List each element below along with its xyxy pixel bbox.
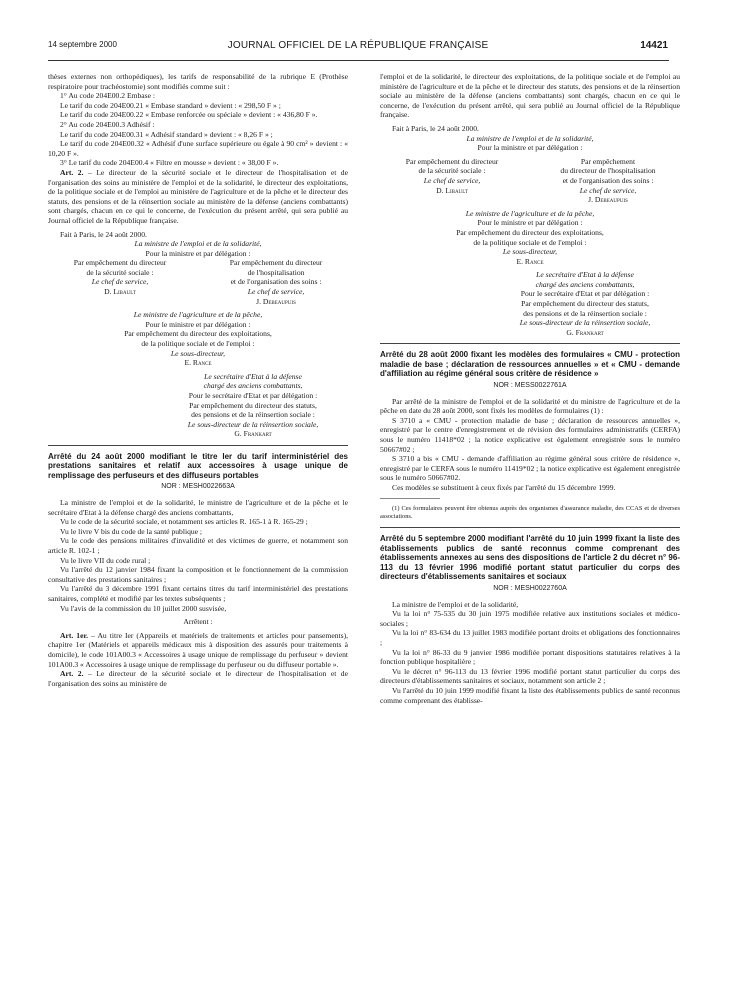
signature-line: et de l'organisation des soins : [562,175,654,185]
signature-line: Par empêchement [580,156,636,166]
paragraph: l'emploi et de la solidarité, le directeur des exploitations, de la politique sociale et de l'emploi au ministère de l'agriculture et de la pêche et le directeur des statuts, des pensions et de la réinsertion sociale au ministère de la défense (anciens combattants) sont chargés, chacun en ce qui le concerne, de l'exécution du présent arrêté, qui sera publié au Journal officiel de la République française. [380,72,680,120]
paragraph: Ces modèles se substituent à ceux fixés par l'arrêté du 15 décembre 1999. [392,482,616,492]
signature-place-date: Fait à Paris, le 24 août 2000. [60,229,147,239]
article-text: – Au titre Ier (Appareils et matériels de traitements et articles pour pansements), chapitre 1er (Matériels et appareils médicaux mis à disposition des assurés pour traitements à domicile), le code 101A00.3 « Accessoires à usage unique de remplissage du perfuseur » devient 101A00.3 « Accessoires à usage unique de remplissage du perfuseur ou du diffuseur portable ». [48,630,348,669]
section-divider [48,445,348,446]
article-paragraph [48,168,348,226]
paragraph: Le tarif du code 204E00.22 « Embase renforcée ou spéciale » devient : « 436,80 F ». [60,110,318,120]
signature-line: de l'hospitalisation [247,267,305,277]
paragraph: Vu l'arrêté du 10 juin 1999 modifié fixant la liste des établissements publics de santé reconnus comme comprenant des établisse- [380,685,680,705]
paragraph: Le tarif du code 204E00.32 « Adhésif d'une surface supérieure ou égale à 90 cm² » devient : « 10,20 F ». [48,139,348,158]
article-paragraph [48,669,348,688]
article-label: Art. 2. [60,167,84,177]
decree-headline: Arrêté du 28 août 2000 fixant les modèles des formulaires « CMU - protection maladie de base ; déclaration de ressources annuelles » et « CMU - demande d'affiliation au régime général sous critère de résidence » [380,350,680,379]
signature-line: Par empêchement du directeur des statuts, [521,299,649,309]
signatory-name: D. Libault [104,287,136,297]
minister-title: chargé des anciens combattants, [535,279,635,289]
signature-line: Par empêchement du directeur des statuts, [189,400,317,410]
delegation: Pour le secrétaire d'Etat et par délégation : [520,289,650,299]
nor-reference: NOR : MESS0022761A [493,381,567,389]
signature-line: des pensions et de la réinsertion sociale : [523,308,647,318]
signature-line: Par empêchement du directeur [405,156,499,166]
signature-line: Le sous-directeur, [170,348,226,358]
signatory-name: E. Rance [516,256,544,266]
footnote-rule [380,498,440,499]
paragraph: Par arrêté de la ministre de l'emploi et de la solidarité et du ministre de l'agriculture et de la pêche en date du 28 août 2000, sont fixés les modèles de formulaires (1) : [380,396,680,416]
paragraph: Vu le livre V bis du code de la santé publique ; [60,526,203,536]
signature-line: Par empêchement du directeur [229,258,323,268]
paragraph: thèses externes non orthopédiques), les tarifs de responsabilité de la rubrique E (Prothèse respiratoire pour trachéostomie) sont modifiés comme suit : [48,72,348,91]
paragraph: Vu la loi n° 75-535 du 30 juin 1975 modifiée relative aux institutions sociales et médico-sociales ; [380,609,680,628]
minister-title: Le secrétaire d'Etat à la défense [204,371,302,381]
signature-line: Par empêchement du directeur [73,258,167,268]
minister-title: Le ministre de l'agriculture et de la pêche, [465,208,595,218]
paragraph: S 3710 a « CMU - protection maladie de base ; déclaration de ressources annuelles », enregistré par le centre d'enregistrement et de révision des formulaires administratifs (CERFA) sous le numéro 11418*02 ; la notice explicative est également enregistrée sous le numéro 50667#02 ; [380,415,680,454]
signature-line: de la sécurité sociale : [86,267,154,277]
paragraph: Vu le décret n° 96-113 du 13 février 1996 modifié portant statut particulier du corps des directeurs d'établissements sanitaires et sociaux, notamment son article 2 ; [380,666,680,686]
signature-line: Le sous-directeur, [502,247,558,257]
signature-line: Le sous-directeur de la réinsertion sociale, [519,318,651,328]
signature-line: des pensions et de la réinsertion sociale : [191,410,315,420]
paragraph: Vu l'avis de la commission du 10 juillet 2000 susvisée, [60,603,227,613]
signatory-name: D. Libault [436,185,468,195]
delegation: Pour la ministre et par délégation : [477,143,583,153]
paragraph: Le tarif du code 204E00.21 « Embase standard » devient : « 298,50 F » ; [60,100,281,110]
paragraph: Vu l'arrêté du 3 décembre 1991 fixant certains titres du tarif interministériel des prestations sanitaires, complété et modifié par les textes subséquents ; [48,584,348,603]
signature-block [380,270,680,337]
signature-line: Le sous-directeur de la réinsertion sociale, [187,419,319,429]
delegation: Pour la ministre et par délégation : [145,248,251,258]
minister-title: chargé des anciens combattants, [203,381,303,391]
decree-headline: Arrêté du 5 septembre 2000 modifiant l'arrêté du 10 juin 1999 fixant la liste des établissements publics de santé reconnus comme comprenant des établissements annexes au sens des dispositions de l'article 2 du décret n° 96-113 du 13 février 1996 modifié portant statut particulier du corps des directeurs d'établissements sanitaires et sociaux [380,534,680,582]
signature-line: Le chef de service, [423,175,481,185]
signature-block [48,372,348,439]
article-paragraph [48,631,348,669]
delegation: Pour le ministre et par délégation : [477,218,583,228]
signatory-name: E. Rance [184,358,212,368]
signature-line: Par empêchement du directeur des exploitations, [124,329,272,339]
footnote: (1) Ces formulaires peuvent être obtenus auprès des organismes d'assurance maladie, des CCAS et de diverses associations. [380,505,680,521]
minister-title: La ministre de l'emploi et de la solidarité, [134,239,262,249]
minister-title: La ministre de l'emploi et de la solidarité, [466,133,594,143]
section-divider [380,527,680,528]
delegation: Pour le ministre et par délégation : [145,319,251,329]
paragraph: 1° Au code 204E00.2 Embase : [60,91,155,101]
header-page-number: 14421 [640,40,668,51]
signatory-name: J. Debeaupuis [588,195,628,205]
delegation: Pour le secrétaire d'Etat et par délégation : [188,391,318,400]
paragraph: Vu le livre VII du code rural ; [60,555,151,565]
header-journal-title: JOURNAL OFFICIEL DE LA RÉPUBLIQUE FRANÇAISE [227,40,489,51]
article-text: – Le directeur de la sécurité sociale et le directeur de l'hospitalisation et de l'organisation des soins au ministère de [48,669,348,688]
right-column [380,72,680,705]
nor-reference: NOR : MESH0022663A [161,483,235,491]
signature-place-date: Fait à Paris, le 24 août 2000. [392,123,479,133]
paragraph: Vu la loi n° 83-634 du 13 juillet 1983 modifiée portant droits et obligations des fonctionnaires ; [380,628,680,647]
article-text: – Le directeur de la sécurité sociale et le directeur de l'hospitalisation et de l'organisation des soins au ministère de l'emploi et de la solidarité, le directeur des exploitations, de la politique sociale et de l'emploi au ministère de l'agriculture et de la pêche et le directeur des statuts, des pensions et de la réinsertion sociale au ministère de la défense (anciens combattants) sont chargés, chacun en ce qui le concerne, de l'exécution du présent arrêté, qui sera publié au Journal officiel de la République française. [48,167,348,225]
nor-reference: NOR : MESH0022760A [493,584,567,592]
signature-line: Le chef de service, [247,287,305,297]
minister-title: Le secrétaire d'Etat à la défense [536,270,634,280]
left-column [48,72,348,688]
header-date: 14 septembre 2000 [48,40,117,49]
paragraph: La ministre de l'emploi et de la solidarité, le ministre de l'agriculture et de la pêche et le secrétaire d'Etat à la défense chargé des anciens combattants, [48,498,348,517]
signature-line: de la sécurité sociale : [418,166,486,176]
paragraph: S 3710 a bis « CMU - demande d'affiliation au régime général sous critère de résidence », enregistré par le CERFA sous le numéro 11419*02 ; la notice explicative est également enregistrée sous le numéro 50667#02. [380,454,680,483]
signature-block [48,258,348,306]
signatory-name: G. Frankart [566,327,604,337]
signatory-name: G. Frankart [234,429,272,439]
article-label: Art. 2. [60,669,84,679]
paragraph: Vu le code de la sécurité sociale, et notamment ses articles R. 165-1 à R. 165-29 ; [60,517,308,527]
paragraph: Le tarif du code 204E00.31 « Adhésif standard » devient : « 8,26 F » ; [60,129,273,139]
paragraph: Vu le code des pensions militaires d'invalidité et des victimes de guerre, et notamment son article R. 102-1 ; [48,536,348,556]
signature-line: Le chef de service, [579,185,637,195]
paragraph: La ministre de l'emploi et de la solidarité, [392,599,519,609]
section-divider [380,343,680,344]
signature-line: Par empêchement du directeur des exploitations, [456,227,604,237]
signature-line: du directeur de l'hospitalisation [560,166,656,176]
page-header [48,40,668,54]
header-rule [48,60,669,61]
paragraph: 2° Au code 204E00.3 Adhésif : [60,119,155,129]
article-label: Art. 1er. [60,630,89,640]
decree-headline: Arrêté du 24 août 2000 modifiant le titre Ier du tarif interministériel des prestations sanitaires et relatif aux accessoires à usage unique de remplissage des perfuseurs et des diffuseurs portables [48,451,348,480]
paragraph: Vu l'arrêté du 12 janvier 1984 fixant la composition et le fonctionnement de la commission consultative des prestations sanitaires ; [48,565,348,584]
paragraph: 3° Le tarif du code 204E00.4 « Filtre en mousse » devient : « 38,00 F ». [60,158,279,168]
paragraph: Vu la loi n° 86-33 du 9 janvier 1986 modifiée portant dispositions statutaires relatives à la fonction publique hospitalière ; [380,647,680,667]
signature-line: Le chef de service, [91,277,149,287]
signature-block [380,157,680,205]
signature-line: de la politique sociale et de l'emploi : [473,237,587,247]
arretent-heading: Arrêtent : [183,617,213,627]
minister-title: Le ministre de l'agriculture et de la pêche, [133,310,263,320]
signature-line: et de l'organisation des soins : [230,277,322,287]
signatory-name: J. Debeaupuis [256,296,296,306]
signature-line: de la politique sociale et de l'emploi : [141,339,255,349]
